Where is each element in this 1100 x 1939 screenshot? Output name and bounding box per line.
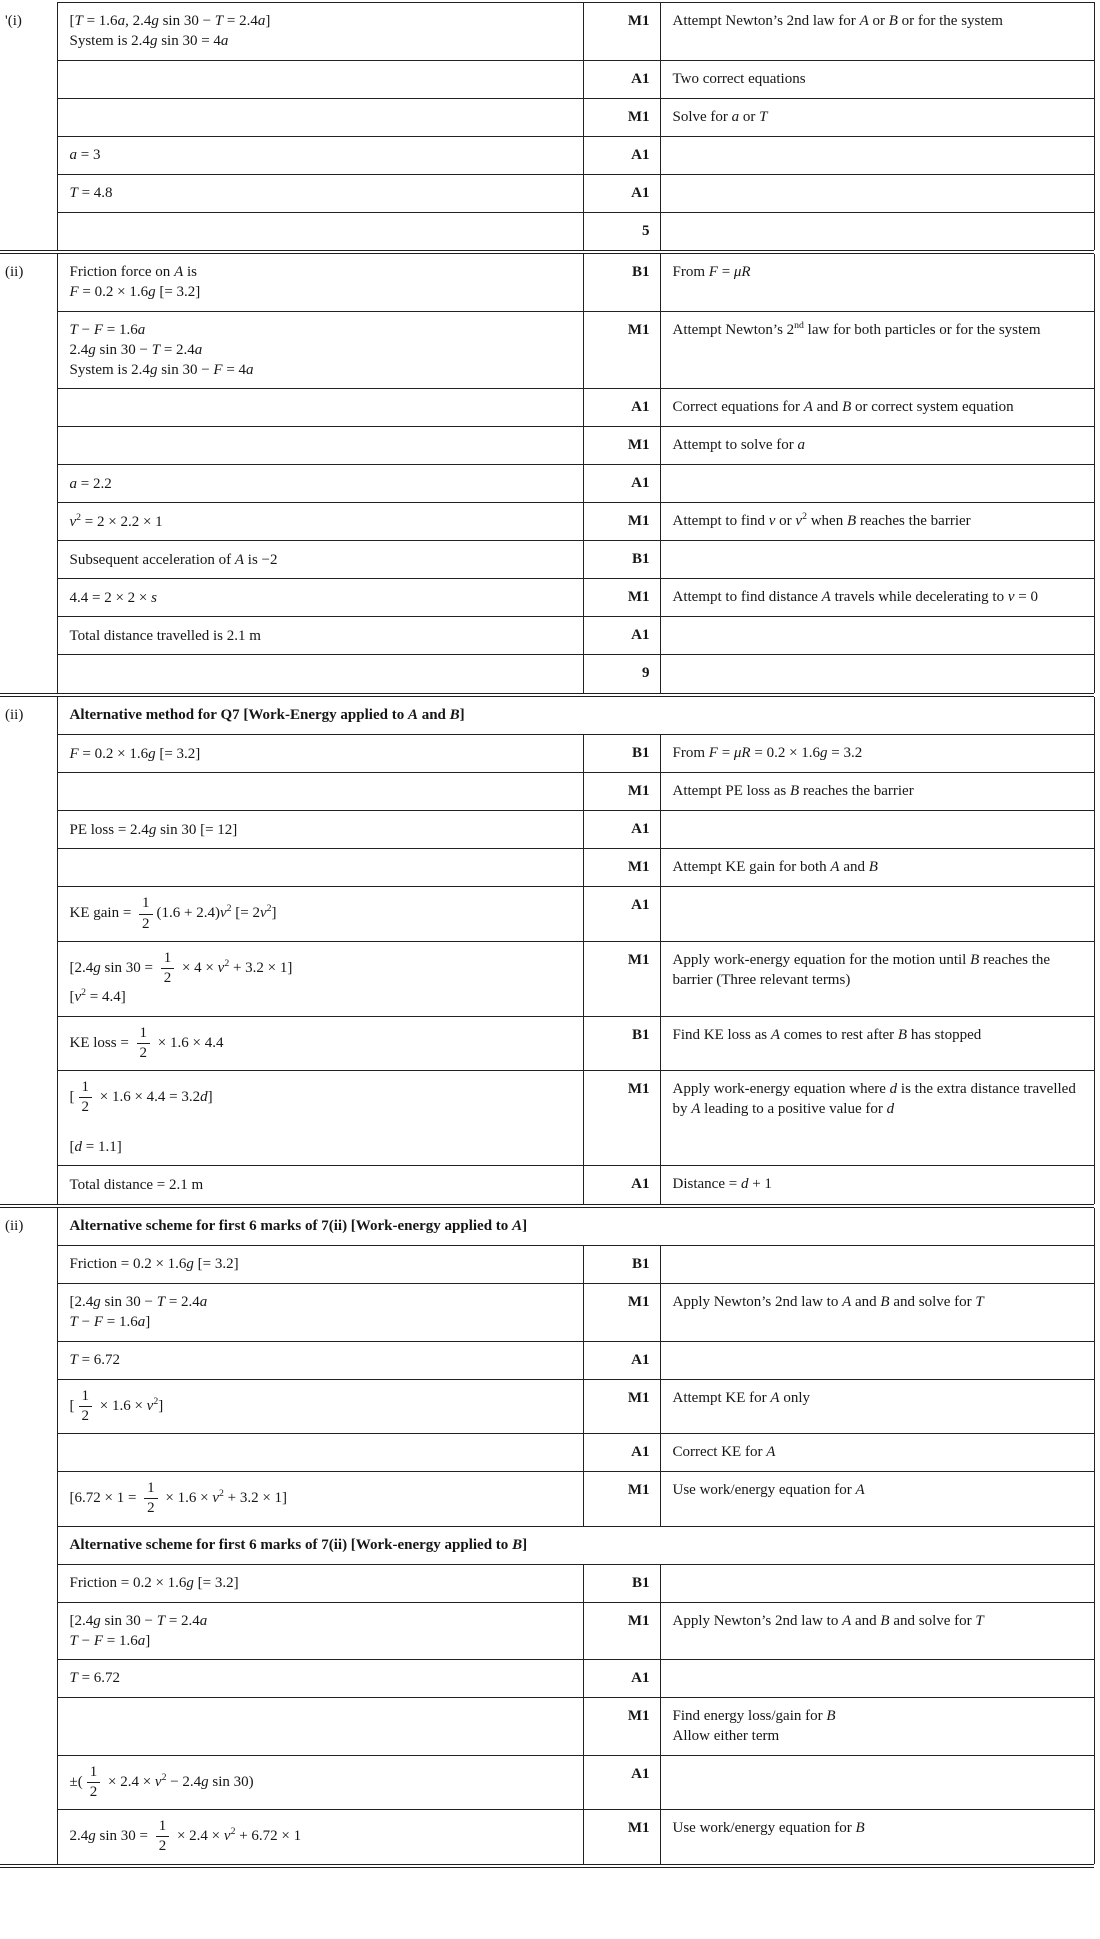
working-cell bbox=[57, 254, 583, 311]
mark-cell: B1 bbox=[583, 1016, 660, 1071]
comment-cell bbox=[660, 254, 1094, 311]
alternative-scheme-header: Alternative scheme for first 6 marks of 7(ii) [Work-energy applied to A] bbox=[57, 1208, 1094, 1246]
working-line: 4.4 = 2 × 2 × s bbox=[69, 589, 157, 606]
mark-cell: M1 bbox=[583, 98, 660, 136]
working-cell bbox=[57, 579, 583, 617]
mark-scheme-row bbox=[0, 1284, 1094, 1342]
comment-cell bbox=[660, 1379, 1094, 1434]
comment-line: Apply Newton’s 2nd law to A and B and solve for T bbox=[672, 1294, 984, 1310]
working-line: [ $\frac{1}{2}$ × 1.6 × 4.4 = 3.2d] bbox=[69, 1079, 213, 1116]
mark-scheme-row bbox=[0, 1698, 1094, 1756]
mark-scheme-row bbox=[0, 212, 1094, 250]
mark-scheme-row bbox=[0, 503, 1094, 541]
working-cell bbox=[57, 1246, 583, 1284]
working-cell bbox=[57, 1166, 583, 1204]
mark-cell: M1 bbox=[583, 1698, 660, 1756]
mark-cell: A1 bbox=[583, 887, 660, 942]
working-line: T − F = 1.6a] bbox=[69, 1632, 151, 1649]
comment-cell bbox=[660, 60, 1094, 98]
mark-scheme-row bbox=[0, 1341, 1094, 1379]
working-cell bbox=[57, 1660, 583, 1698]
comment-cell bbox=[660, 1810, 1094, 1864]
comment-line: Attempt to solve for a bbox=[672, 437, 805, 454]
comment-cell bbox=[660, 465, 1094, 503]
mark-scheme-row bbox=[0, 1166, 1094, 1204]
mark-cell: M1 bbox=[583, 1810, 660, 1864]
working-line: Friction = 0.2 × 1.6g [= 3.2] bbox=[69, 1574, 239, 1591]
comment-line: Allow either term bbox=[672, 1728, 780, 1745]
working-line: [2.4g sin 30 − T = 2.4a bbox=[69, 1294, 208, 1310]
mark-scheme-row bbox=[0, 174, 1094, 212]
comment-line: Apply Newton’s 2nd law to A and B and solve for T bbox=[672, 1612, 984, 1629]
comment-line: Two correct equations bbox=[672, 70, 806, 87]
table-bottom-rule bbox=[0, 1864, 1094, 1868]
working-line: F = 0.2 × 1.6g [= 3.2] bbox=[69, 745, 201, 762]
mark-scheme-row bbox=[0, 254, 1094, 311]
fraction: $\frac{1}{2}$ bbox=[161, 950, 175, 988]
working-cell bbox=[57, 773, 583, 811]
mark-cell: A1 bbox=[583, 60, 660, 98]
working-cell bbox=[57, 1698, 583, 1756]
comment-cell bbox=[660, 1166, 1094, 1204]
working-line: T = 4.8 bbox=[69, 184, 113, 201]
mark-cell: A1 bbox=[583, 1660, 660, 1698]
working-line: [d = 1.1] bbox=[69, 1138, 122, 1155]
mark-cell: A1 bbox=[583, 174, 660, 212]
working-cell bbox=[57, 1755, 583, 1810]
working-cell bbox=[57, 1434, 583, 1472]
mark-cell: M1 bbox=[583, 1472, 660, 1527]
mark-cell: A1 bbox=[583, 1341, 660, 1379]
mark-cell: A1 bbox=[583, 617, 660, 655]
working-cell bbox=[57, 174, 583, 212]
working-cell bbox=[57, 98, 583, 136]
alternative-scheme-header-row bbox=[0, 1208, 1094, 1246]
comment-cell bbox=[660, 617, 1094, 655]
fraction: $\frac{1}{2}$ bbox=[156, 1818, 170, 1856]
mark-scheme-row bbox=[0, 1660, 1094, 1698]
working-line: T = 6.72 bbox=[69, 1351, 121, 1368]
mark-scheme-row bbox=[0, 311, 1094, 389]
comment-cell bbox=[660, 941, 1094, 1016]
mark-scheme-row bbox=[0, 849, 1094, 887]
mark-cell: A1 bbox=[583, 465, 660, 503]
question-part-label: (ii) bbox=[0, 254, 57, 693]
comment-line: Attempt Newton’s 2nd law for both particles or for the system bbox=[672, 319, 1041, 338]
comment-cell bbox=[660, 3, 1094, 61]
mark-scheme-row bbox=[0, 1472, 1094, 1527]
working-line: ±( $\frac{1}{2}$ × $2.4 \times v^2 - 2.4g$ sin 30) bbox=[69, 1763, 254, 1800]
comment-cell bbox=[660, 1246, 1094, 1284]
question-part-label: (ii) bbox=[0, 1208, 57, 1864]
working-line: $v^2 = 2 \times 2.2 \times 1$ bbox=[69, 511, 163, 530]
mark-scheme-section-1 bbox=[0, 2, 1095, 250]
mark-scheme-row bbox=[0, 1434, 1094, 1472]
working-cell bbox=[57, 1341, 583, 1379]
comment-line: Attempt to find distance A travels while decelerating to v = 0 bbox=[672, 589, 1038, 606]
comment-cell bbox=[660, 212, 1094, 250]
working-line: 2.4g sin 30 − T = 2.4a bbox=[69, 341, 203, 358]
working-line: Total distance = 2.1 m bbox=[69, 1176, 204, 1193]
mark-cell: M1 bbox=[583, 579, 660, 617]
mark-cell: B1 bbox=[583, 541, 660, 579]
comment-cell bbox=[660, 98, 1094, 136]
mark-scheme-row bbox=[0, 60, 1094, 98]
working-line: KE gain = $\frac{1}{2}$ $(1.6 + 2.4)v^2$ [= $2v^2$] bbox=[69, 895, 277, 932]
fraction: $\frac{1}{2}$ bbox=[139, 895, 153, 933]
comment-cell bbox=[660, 1284, 1094, 1342]
mark-scheme-row bbox=[0, 465, 1094, 503]
working-line: KE loss = $\frac{1}{2}$ × 1.6 × 4.4 bbox=[69, 1024, 224, 1061]
mark-scheme-row bbox=[0, 887, 1094, 942]
mark-scheme-row bbox=[0, 1602, 1094, 1660]
mark-scheme-row bbox=[0, 1564, 1094, 1602]
comment-cell bbox=[660, 887, 1094, 942]
mark-cell: M1 bbox=[583, 503, 660, 541]
comment-cell bbox=[660, 655, 1094, 693]
mark-cell: M1 bbox=[583, 1379, 660, 1434]
working-line: PE loss = 2.4g sin 30 [= 12] bbox=[69, 821, 238, 838]
fraction: $\frac{1}{2}$ bbox=[79, 1079, 93, 1117]
comment-line: Correct KE for A bbox=[672, 1444, 776, 1460]
comment-cell bbox=[660, 427, 1094, 465]
working-cell bbox=[57, 1016, 583, 1071]
mark-cell: M1 bbox=[583, 1602, 660, 1660]
comment-cell bbox=[660, 579, 1094, 617]
comment-line: Attempt Newton’s 2nd law for A or B or for the system bbox=[672, 13, 1003, 29]
working-line: F = 0.2 × 1.6g [= 3.2] bbox=[69, 284, 201, 301]
comment-line: From F = μR = 0.2 × 1.6g = 3.2 bbox=[672, 745, 863, 762]
working-line: 2.4g sin 30 = $\frac{1}{2}$ × $2.4 \times v^2 + 6.72 \times 1$ bbox=[69, 1818, 302, 1855]
comment-line: Find energy loss/gain for B bbox=[672, 1708, 836, 1724]
working-line: T − F = 1.6a] bbox=[69, 1314, 151, 1331]
mark-scheme-row bbox=[0, 1016, 1094, 1071]
working-cell bbox=[57, 1472, 583, 1527]
working-line: [2.4g sin 30 = $\frac{1}{2}$ × $4 \times v^2 + 3.2 \times 1$] bbox=[69, 949, 293, 986]
mark-cell: M1 bbox=[583, 941, 660, 1016]
comment-cell bbox=[660, 1341, 1094, 1379]
mark-cell: A1 bbox=[583, 1755, 660, 1810]
comment-cell bbox=[660, 1434, 1094, 1472]
comment-cell bbox=[660, 811, 1094, 849]
mark-scheme-row bbox=[0, 136, 1094, 174]
mark-scheme-row bbox=[0, 1246, 1094, 1284]
working-line: T = 6.72 bbox=[69, 1670, 121, 1687]
comment-line: Use work/energy equation for A bbox=[672, 1482, 865, 1498]
working-line: Subsequent acceleration of A is −2 bbox=[69, 551, 278, 568]
working-line: $[v^2 = 4.4]$ bbox=[69, 987, 126, 1006]
mark-scheme-row bbox=[0, 3, 1094, 61]
working-line: System is 2.4g sin 30 − F = 4a bbox=[69, 362, 254, 378]
comment-line: Apply work-energy equation for the motion until B reaches the barrier (Three relevant terms) bbox=[672, 951, 1051, 988]
comment-line: Attempt KE for A only bbox=[672, 1389, 810, 1406]
working-line bbox=[70, 1117, 573, 1137]
comment-cell bbox=[660, 503, 1094, 541]
comment-cell bbox=[660, 1016, 1094, 1071]
mark-cell: A1 bbox=[583, 811, 660, 849]
mark-scheme-section-3 bbox=[0, 697, 1095, 1204]
comment-cell bbox=[660, 773, 1094, 811]
comment-cell bbox=[660, 541, 1094, 579]
comment-line: Correct equations for A and B or correct system equation bbox=[672, 399, 1014, 416]
working-cell bbox=[57, 1071, 583, 1166]
mark-cell: M1 bbox=[583, 1071, 660, 1166]
mark-cell: A1 bbox=[583, 1434, 660, 1472]
comment-line: Attempt KE gain for both A and B bbox=[672, 859, 878, 876]
fraction: $\frac{1}{2}$ bbox=[144, 1480, 158, 1518]
mark-scheme-row bbox=[0, 1810, 1094, 1864]
mark-cell: M1 bbox=[583, 849, 660, 887]
mark-scheme-row bbox=[0, 541, 1094, 579]
comment-cell bbox=[660, 1698, 1094, 1756]
mark-scheme-row bbox=[0, 773, 1094, 811]
working-line: [T = 1.6a, 2.4g sin 30 − T = 2.4a] bbox=[69, 13, 271, 29]
working-line: [6.72 × 1 = $\frac{1}{2}$ × $1.6 \times v^2 + 3.2 \times 1$] bbox=[69, 1480, 288, 1517]
mark-scheme-row bbox=[0, 579, 1094, 617]
working-line: a = 2.2 bbox=[69, 475, 112, 492]
comment-cell bbox=[660, 1602, 1094, 1660]
question-part-label: '(i) bbox=[0, 3, 57, 251]
mark-scheme-section-4 bbox=[0, 1208, 1095, 1864]
alternative-scheme-header: Alternative method for Q7 [Work-Energy applied to A and B] bbox=[57, 697, 1094, 735]
mark-scheme-row bbox=[0, 735, 1094, 773]
mark-scheme-row bbox=[0, 1379, 1094, 1434]
working-line: Friction = 0.2 × 1.6g [= 3.2] bbox=[69, 1256, 239, 1273]
comment-cell bbox=[660, 1071, 1094, 1166]
comment-cell bbox=[660, 311, 1094, 389]
mark-scheme-row bbox=[0, 389, 1094, 427]
working-cell bbox=[57, 212, 583, 250]
mark-cell: B1 bbox=[583, 254, 660, 311]
working-cell bbox=[57, 136, 583, 174]
mark-cell: M1 bbox=[583, 311, 660, 389]
working-cell bbox=[57, 465, 583, 503]
comment-cell bbox=[660, 735, 1094, 773]
working-cell bbox=[57, 887, 583, 942]
fraction: $\frac{1}{2}$ bbox=[137, 1025, 151, 1063]
comment-cell bbox=[660, 849, 1094, 887]
working-cell bbox=[57, 1284, 583, 1342]
comment-line: Use work/energy equation for B bbox=[672, 1820, 865, 1836]
working-cell bbox=[57, 311, 583, 389]
working-cell bbox=[57, 3, 583, 61]
mark-scheme-row bbox=[0, 98, 1094, 136]
mark-scheme-section-2 bbox=[0, 254, 1095, 693]
working-cell bbox=[57, 941, 583, 1016]
question-part-label: (ii) bbox=[0, 697, 57, 1204]
mark-cell: M1 bbox=[583, 773, 660, 811]
working-line: System is 2.4g sin 30 = 4a bbox=[69, 33, 229, 50]
comment-cell bbox=[660, 174, 1094, 212]
comment-cell bbox=[660, 1755, 1094, 1810]
working-cell bbox=[57, 1810, 583, 1864]
mark-cell: A1 bbox=[583, 136, 660, 174]
mark-cell: B1 bbox=[583, 1564, 660, 1602]
working-cell bbox=[57, 1602, 583, 1660]
working-line: [2.4g sin 30 − T = 2.4a bbox=[69, 1612, 208, 1629]
mark-cell: A1 bbox=[583, 389, 660, 427]
comment-cell bbox=[660, 389, 1094, 427]
working-line: a = 3 bbox=[69, 146, 101, 163]
fraction: $\frac{1}{2}$ bbox=[79, 1388, 93, 1426]
working-cell bbox=[57, 735, 583, 773]
working-cell bbox=[57, 1379, 583, 1434]
working-cell bbox=[57, 1564, 583, 1602]
working-cell bbox=[57, 811, 583, 849]
comment-cell bbox=[660, 1660, 1094, 1698]
mark-scheme-row bbox=[0, 1755, 1094, 1810]
comment-line: Attempt to find v or $v^2$ when B reaches the barrier bbox=[672, 511, 971, 530]
comment-line: Attempt PE loss as B reaches the barrier bbox=[672, 783, 914, 800]
working-line: [ $\frac{1}{2}$ × $1.6 \times v^2$] bbox=[69, 1387, 164, 1424]
alternative-scheme-header-row bbox=[0, 1526, 1094, 1564]
mark-scheme-row bbox=[0, 1071, 1094, 1166]
mark-scheme-row bbox=[0, 941, 1094, 1016]
comment-line: Distance = d + 1 bbox=[672, 1176, 772, 1192]
working-cell bbox=[57, 849, 583, 887]
alternative-scheme-header: Alternative scheme for first 6 marks of 7(ii) [Work-energy applied to B] bbox=[57, 1526, 1094, 1564]
working-cell bbox=[57, 389, 583, 427]
comment-cell bbox=[660, 136, 1094, 174]
comment-line: From F = μR bbox=[672, 264, 751, 280]
comment-line: Apply work-energy equation where d is the extra distance travelled by A leading to a positive value for d bbox=[672, 1081, 1076, 1118]
comment-line: Find KE loss as A comes to rest after B has stopped bbox=[672, 1026, 982, 1043]
total-marks-cell: 9 bbox=[583, 655, 660, 693]
working-cell bbox=[57, 60, 583, 98]
mark-cell: M1 bbox=[583, 1284, 660, 1342]
mark-cell: M1 bbox=[583, 3, 660, 61]
mark-scheme-row bbox=[0, 811, 1094, 849]
mark-scheme-row bbox=[0, 427, 1094, 465]
working-cell bbox=[57, 503, 583, 541]
comment-cell bbox=[660, 1564, 1094, 1602]
working-line: Total distance travelled is 2.1 m bbox=[69, 627, 261, 644]
mark-cell: M1 bbox=[583, 427, 660, 465]
mark-scheme-row bbox=[0, 617, 1094, 655]
working-line: Friction force on A is bbox=[69, 264, 197, 280]
alternative-scheme-header-row bbox=[0, 697, 1094, 735]
comment-line: Solve for a or T bbox=[672, 108, 768, 125]
comment-cell bbox=[660, 1472, 1094, 1527]
working-cell bbox=[57, 617, 583, 655]
working-cell bbox=[57, 541, 583, 579]
mark-cell: A1 bbox=[583, 1166, 660, 1204]
working-line: T − F = 1.6a bbox=[69, 321, 146, 338]
mark-scheme-row bbox=[0, 655, 1094, 693]
total-marks-cell: 5 bbox=[583, 212, 660, 250]
working-cell bbox=[57, 427, 583, 465]
working-cell bbox=[57, 655, 583, 693]
mark-cell: B1 bbox=[583, 1246, 660, 1284]
fraction: $\frac{1}{2}$ bbox=[87, 1764, 101, 1802]
mark-cell: B1 bbox=[583, 735, 660, 773]
